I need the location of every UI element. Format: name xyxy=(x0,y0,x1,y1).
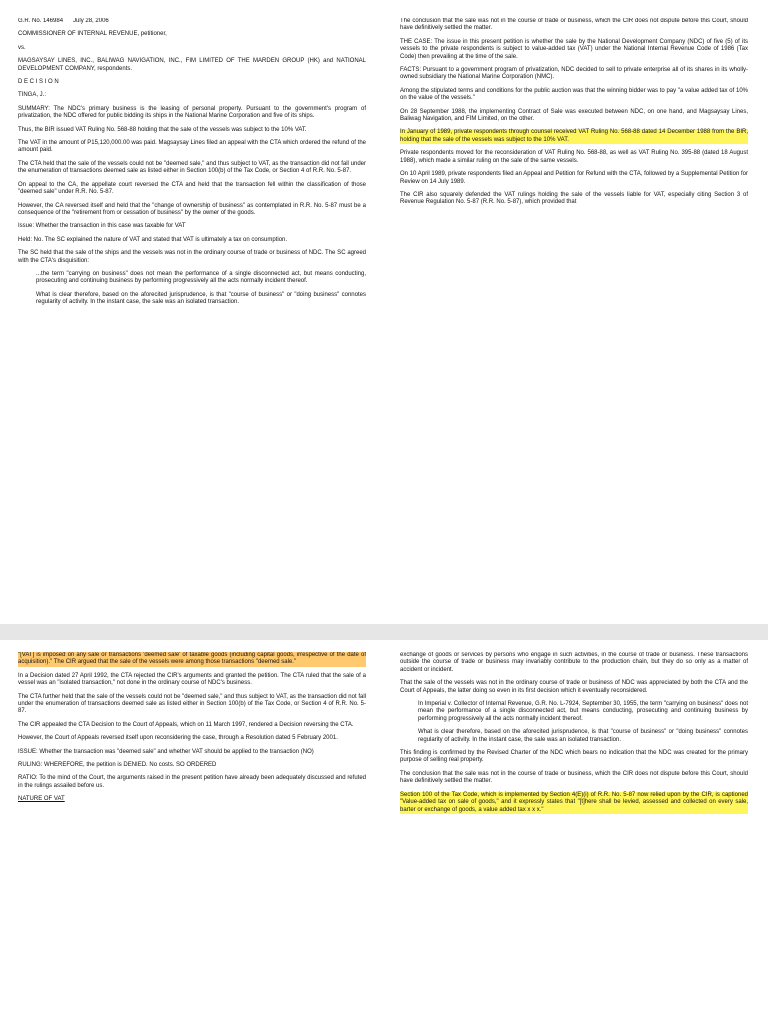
paragraph: However, the CA reversed itself and held that the "change of ownership of business" as contemplated in R.R. No. 5-87 must be a consequence of the "retirement from or cessation of business" by the owner of the goods. xyxy=(18,202,366,216)
paragraph: The conclusion that the sale was not in the course of trade or business, which the CIR does not dispute before this Court, should have definitively settled the matter. xyxy=(400,770,748,785)
bottom-right-column xyxy=(400,652,748,820)
top-left-column xyxy=(18,18,366,313)
ponente: TINGA, J.: xyxy=(18,92,47,99)
paragraph: Issue: Whether the transaction in this case was taxable for VAT xyxy=(18,223,186,230)
paragraph: The CTA held that the sale of the vessels could not be "deemed sale," and thus subject to VAT, as the transaction did not fall under the enumeration of transactions deemed sale as listed either in Section 100(b) of the Tax Code, or Section 4 of R.R. No. 5-87. xyxy=(18,160,366,175)
bottom-page xyxy=(0,640,768,1024)
paragraph: The CTA further held that the sale of the vessels could not be "deemed sale," and thus subject to VAT, as the transaction did not fall under the enumeration of transactions deemed sale as listed either in Section 100(b) of the Tax Code, or Section 4 of R.R. No. 5-87. xyxy=(18,693,366,715)
paragraph: On appeal to the CA, the appellate court reversed the CTA and held that the transaction fell within the classification of those "deemed sale" under R.R. No. 5-87. xyxy=(18,181,366,196)
page-separator xyxy=(0,624,768,640)
paragraph: RATIO: To the mind of the Court, the arguments raised in the present petition have already been adequately discussed and refuted in the rulings assailed before us. xyxy=(18,775,366,789)
paragraph: The CIR also squarely defended the VAT rulings holding the sale of the vessels liable for VAT, especially citing Section 3 of Revenue Regulation No. 5-87 (R.R. No. 5-87), which provided that xyxy=(400,191,748,206)
versus: vs. xyxy=(18,44,26,51)
paragraph: THE CASE: The issue in this present petition is whether the sale by the National Development Company (NDC) of five (5) of its vessels to the private respondents is subject to value-added tax (VAT) under the National Internal Revenue Code of 1986 (Tax Code) then prevailing at the time of the sale. xyxy=(400,38,748,60)
paragraph: The VAT in the amount of P15,120,000.00 was paid. Magsaysay Lines filed an appeal with the CTA which ordered the refund of the amount paid. xyxy=(18,140,366,154)
paragraph: Private respondents moved for the reconsideration of VAT Ruling No. 568-88, as well as VAT Ruling No. 395-88 (dated 18 August 1988), which made a similar ruling on the sale of the same vessels. xyxy=(400,150,748,164)
highlighted-paragraph: "[VAT] is imposed on any sale or transactions 'deemed sale' of taxable goods (including capital goods, irrespective of the date of acquisition)." The CIR argued that the sale of the vessels were among those transactions "deemed sale." xyxy=(18,652,366,666)
gr-number: G.R. No. 146984 xyxy=(18,18,64,24)
respondents: MAGSAYSAY LINES, INC., BALIWAG NAVIGATION, INC., FIM LIMITED OF THE MARDEN GROUP (HK) and NATIONAL DEVELOPMENT COMPANY, respondents. xyxy=(18,58,366,72)
paragraph: The SC held that the sale of the ships and the vessels was not in the ordinary course of trade or business of NDC. The SC agreed with the CTA's disquisition: xyxy=(18,250,366,264)
case-date: July 28, 2006 xyxy=(73,18,109,24)
block-quote: ...the term "carrying on business" does not mean the performance of a single disconnected act, but means conducting, prosecuting and continuing business by performing progressively all the acts normally incident thereof. xyxy=(36,270,366,285)
paragraph: The conclusion that the sale was not in the course of trade or business, which the CIR does not dispute before this Court, should have definitively settled the matter. xyxy=(400,18,748,32)
paragraph: On 28 September 1988, the implementing Contract of Sale was executed between NDC, on one hand, and Magsaysay Lines, Baliwag Navigation, and FIM Limited, on the other. xyxy=(400,108,748,123)
paragraph: FACTS: Pursuant to a government program of privatization, NDC decided to sell to private enterprise all of its shares in its wholly-owned subsidiary the National Marine Corporation (NMC). xyxy=(400,67,748,81)
paragraph: Held: No. The SC explained the nature of VAT and stated that VAT is ultimately a tax on consumption. xyxy=(18,236,288,243)
paragraph: On 10 April 1989, private respondents filed an Appeal and Petition for Refund with the CTA, followed by a Supplemental Petition for Review on 14 July 1989. xyxy=(400,171,748,185)
block-quote: In Imperial v. Collector of Internal Revenue, G.R. No. L-7924, September 30, 1955, the term "carrying on business" does not mean the performance of a single disconnected act, but means conducting, prosecuting and continuing business by performing progressively all the acts normally incident thereof. xyxy=(418,701,748,722)
block-quote: What is clear therefore, based on the aforecited jurisprudence, is that "course of business" or "doing business" connotes regularity of activity. In the instant case, the sale was an isolated transaction. xyxy=(418,729,748,743)
block-quote: What is clear therefore, based on the aforecited jurisprudence, is that "course of business" or "doing business" connotes regularity of activity. In the instant case, the sale was an isolated transaction. xyxy=(36,291,366,306)
decision-title: D E C I S I O N xyxy=(18,79,59,86)
bottom-left-column xyxy=(18,652,366,810)
paragraph: SUMMARY: The NDC's primary business is the leasing of personal property. Pursuant to the government's program of privatization, the NDC offered for public bidding its ships in the National Marine Corporation and five of its ships. xyxy=(18,105,366,120)
paragraph: The CIR appealed the CTA Decision to the Court of Appeals, which on 11 March 1997, rendered a Decision reversing the CTA. xyxy=(18,721,354,728)
petitioner: COMMISSIONER OF INTERNAL REVENUE, petitioner, xyxy=(18,31,167,38)
paragraph: In a Decision dated 27 April 1992, the CTA rejected the CIR's arguments and granted the petition. The CTA ruled that the sale of a vessel was an "isolated transaction," not done in the ordinary course of NDC's business. xyxy=(18,672,366,687)
paragraph: ISSUE: Whether the transaction was "deemed sale" and whether VAT should be applied to the transaction (NO) xyxy=(18,748,314,755)
paragraph: exchange of goods or services by persons who engage in such activities, in the course of trade or business. These transactions outside the course of trade or business may invariably contribute to the production chain, but they do so only as a matter of accident or incident. xyxy=(400,652,748,673)
paragraph: Thus, the BIR issued VAT Ruling No. 568-88 holding that the sale of the vessels was subject to the 10% VAT. xyxy=(18,126,307,133)
paragraph: Among the stipulated terms and conditions for the public auction was that the winning bidder was to pay "a value added tax of 10% on the value of the vessels." xyxy=(400,87,748,102)
section-heading: NATURE OF VAT xyxy=(18,796,65,803)
case-number-line xyxy=(18,18,366,25)
highlighted-paragraph: In January of 1989, private respondents through counsel received VAT Ruling No. 568-88 dated 14 December 1988 from the BIR, holding that the sale of the vessels was subject to the 10% VAT. xyxy=(400,129,748,143)
paragraph: This finding is confirmed by the Revised Charter of the NDC which bears no indication that the NDC was created for the primary purpose of selling real property. xyxy=(400,750,748,764)
paragraph: That the sale of the vessels was not in the ordinary course of trade or business of NDC was appreciated by both the CTA and the Court of Appeals, the latter doing so even in its first decision which it eventually reconsidered. xyxy=(400,680,748,694)
highlighted-paragraph: Section 100 of the Tax Code, which is implemented by Section 4(E)(i) of R.R. No. 5-87 now relied upon by the CIR, is captioned "Value-added tax on sale of goods," and it expressly states that "[t]here shall be levied, assessed and collected on every sale, barter or exchange of goods, a value added tax x x x." xyxy=(400,791,748,813)
top-right-column xyxy=(400,18,748,213)
paragraph: RULING: WHEREFORE, the petition is DENIED. No costs. SO ORDERED xyxy=(18,762,217,769)
paragraph: However, the Court of Appeals reversed itself upon reconsidering the case, through a Resolution dated 5 February 2001. xyxy=(18,735,338,742)
